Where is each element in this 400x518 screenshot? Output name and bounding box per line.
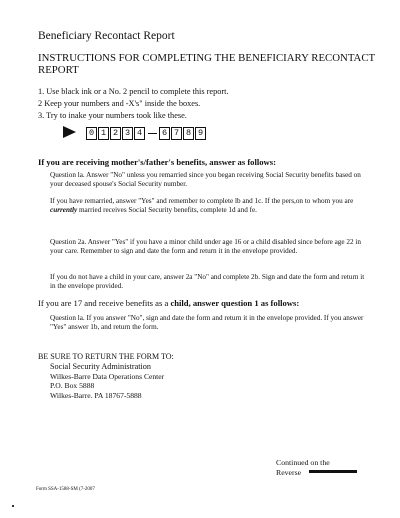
digit-box: 9	[195, 127, 206, 140]
address-line: Wilkes-Barre Data Operations Center	[50, 371, 165, 381]
child-heading-start: If you are 17 and receive benefits as a	[38, 298, 171, 308]
continued-line: Continued on the	[276, 458, 330, 467]
digit-box: 6	[159, 127, 170, 140]
instruction-item: 1. Use black ink or a No. 2 pencil to complete this report.	[38, 87, 229, 96]
digit-separator	[146, 127, 159, 140]
question-1a-text: Question la. Answer "No" unless you remarried since you began receiving Social Security benefits based on your deceased spouse's Social Security number.	[50, 171, 361, 188]
digit-box: 8	[183, 127, 194, 140]
address-line: Social Security Administration	[50, 362, 151, 371]
instruction-list	[38, 86, 229, 122]
scan-dot	[12, 505, 14, 507]
child-heading-bold: child, answer question 1 as follows:	[170, 298, 300, 308]
remarried-text-end: married receives Social Security benefits, complete 1d and fe.	[77, 205, 257, 214]
child-question-1-text: Question la. If you answer "No", sign and date the form and return it in the envelope provided. If you answer "Yes" answer 1b, and return the form.	[50, 314, 364, 331]
continued-bar	[309, 470, 357, 473]
question-2a-text: Question 2a. Answer "Yes" if you have a minor child under age 16 or a child disabled since before age 22 in your care. Remember to sign and date the form and return it in the envelope provided.	[50, 238, 361, 255]
digit-box: 7	[171, 127, 182, 140]
parent-section-heading: If you are receiving mother's/father's benefits, answer as follows:	[38, 157, 276, 167]
remarried-text-start: If you have remarried, answer "Yes" and remember to complete lb and 1c. If the pers,on to whom you are	[50, 197, 354, 205]
form-number: Form SSA-1588-SM (7-2007	[36, 487, 95, 492]
address-line: Wilkes-Barre. PA 18767-5888	[50, 390, 142, 400]
arrow-right-icon	[63, 126, 76, 138]
digit-box: 4	[134, 127, 145, 140]
digit-box: 2	[110, 127, 121, 140]
instructions-heading: INSTRUCTIONS FOR COMPLETING THE BENEFICIARY RECONTACT REPORT	[38, 52, 375, 76]
digit-box: 3	[122, 127, 133, 140]
remarried-emphasis: currently	[50, 205, 78, 214]
no-child-text: If you do not have a child in your care, answer 2a "No" and complete 2b. Sign and date the form and return it in the envelope provided.	[50, 273, 365, 290]
return-label: BE SURE TO RETURN THE FORM TO:	[38, 352, 174, 361]
continued-line: Reverse	[276, 468, 302, 477]
address-line: P.O. Box 5888	[50, 381, 95, 391]
instruction-item: 3. Try to inake your numbers took like these.	[38, 111, 187, 120]
remarried-text	[50, 197, 370, 214]
digit-box: 1	[98, 127, 109, 140]
return-address	[50, 362, 164, 400]
continued-note	[276, 458, 330, 478]
sample-digit-boxes	[86, 127, 207, 140]
child-section-heading	[38, 298, 299, 308]
digit-box: 0	[86, 127, 97, 140]
instruction-item: 2 Keep your numbers and -X's" inside the boxes.	[38, 99, 201, 108]
page-title: Beneficiary Recontact Report	[38, 30, 175, 42]
